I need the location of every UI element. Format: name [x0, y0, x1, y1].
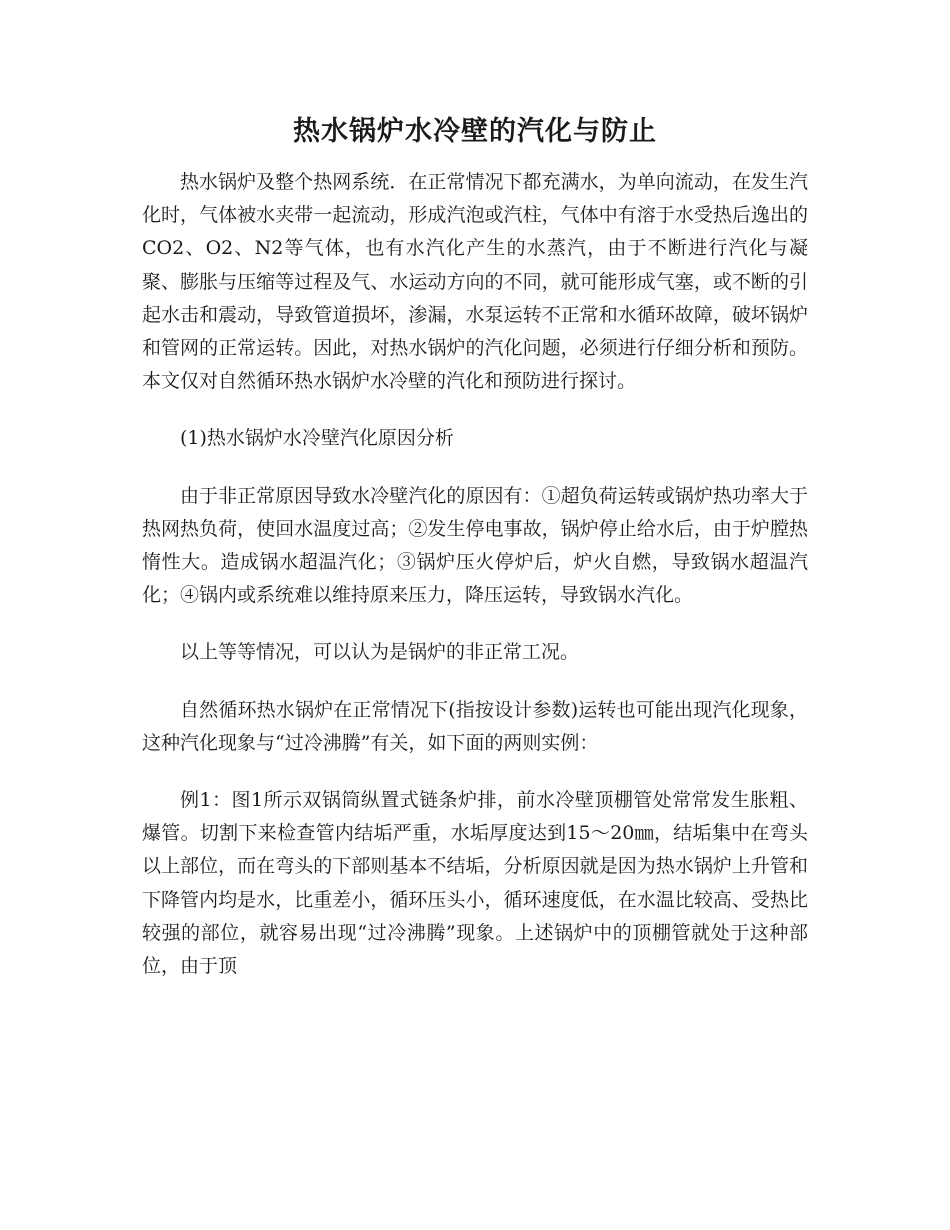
- paragraph-normal-conditions: 自然循环热水锅炉在正常情况下(指按设计参数)运转也可能出现汽化现象，这种汽化现象与“过冷沸腾”有关，如下面的两则实例：: [142, 698, 808, 754]
- document-body: [142, 166, 808, 1007]
- paragraph-example-1: 例1：图1所示双锅筒纵置式链条炉排，前水冷壁顶棚管处常常发生胀粗、爆管。切割下来检查管内结垢严重，水垢厚度达到15～20㎜，结垢集中在弯头以上部位，而在弯头的下部则基本不结垢，分析原因就是因为热水锅炉上升管和下降管内均是水，比重差小，循环压头小，循环速度低，在水温比较高、受热比较强的部位，就容易出现“过冷沸腾”现象。上述锅炉中的顶棚管就处于这种部位，由于顶: [142, 789, 808, 978]
- paragraph-abnormal-causes: 由于非正常原因导致水冷壁汽化的原因有：①超负荷运转或锅炉热功率大于热网热负荷，使回水温度过高；②发生停电事故，锅炉停止给水后，由于炉膛热惰性大。造成锅水超温汽化；③锅炉压火停炉后，炉火自燃，导致锅水超温汽化；④锅内或系统难以维持原来压力，降压运转，导致锅水汽化。: [142, 484, 808, 607]
- section-heading-cause-analysis: (1)热水锅炉水冷壁汽化原因分析: [180, 427, 454, 450]
- paragraph-abnormal-summary: 以上等等情况，可以认为是锅炉的非正常工况。: [180, 641, 580, 664]
- paragraph-intro: 热水锅炉及整个热网系统．在正常情况下都充满水，为单向流动，在发生汽化时，气体被水夹带一起流动，形成汽泡或汽柱，气体中有溶于水受热后逸出的CO2、O2、N2等气体，也有水汽化产生的水蒸汽，由于不断进行汽化与凝聚、膨胀与压缩等过程及气、水运动方向的不同，就可能形成气塞，或不断的引起水击和震动，导致管道损坏，渗漏，水泵运转不正常和水循环故障，破坏锅炉和管网的正常运转。因此，对热水锅炉的汽化问题，必须进行仔细分析和预防。本文仅对自然循环热水锅炉水冷壁的汽化和预防进行探讨。: [142, 171, 808, 393]
- document-title: 热水锅炉水冷壁的汽化与防止: [293, 116, 657, 147]
